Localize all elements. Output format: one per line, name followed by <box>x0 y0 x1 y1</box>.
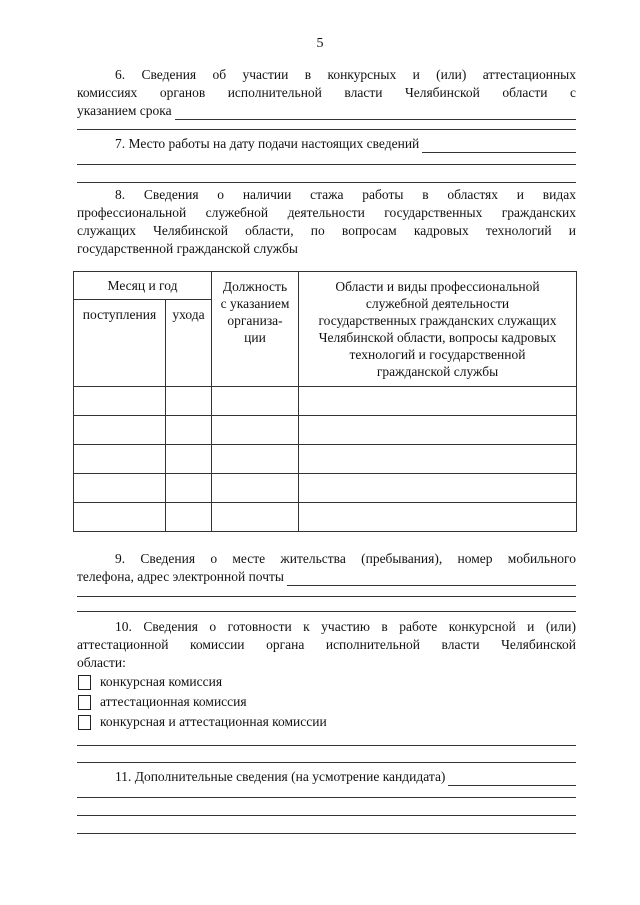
table-cell[interactable] <box>212 387 299 416</box>
option-both-commissions[interactable] <box>77 712 576 732</box>
table-cell[interactable] <box>166 416 212 445</box>
table-row[interactable] <box>74 503 577 532</box>
section-8-line-2: профессиональной служебной деятельности государственных гражданских <box>77 205 576 220</box>
header-arrival: поступления <box>74 300 166 387</box>
section-8-line-4: государственной гражданской службы <box>77 241 298 256</box>
section-7-blank-line-2[interactable] <box>77 182 576 183</box>
section-6-line-1: 6. Сведения об участии в конкурсных и (или) аттестационных <box>115 67 576 82</box>
table-row[interactable] <box>74 387 577 416</box>
header-position-line: Должность <box>222 279 288 294</box>
section-11-blank-line-2[interactable] <box>77 815 576 816</box>
section-6-line-3 <box>77 102 576 120</box>
table-cell[interactable] <box>74 416 166 445</box>
section-6-input-line[interactable] <box>175 106 576 120</box>
option-label: аттестационная комиссия <box>100 694 247 709</box>
section-7 <box>77 135 576 153</box>
section-7-blank-line-1[interactable] <box>77 164 576 165</box>
section-9-blank-line-2[interactable] <box>77 611 576 612</box>
header-areas-line: государственных гражданских служащих <box>318 313 557 328</box>
section-8-line-1: 8. Сведения о наличии стажа работы в областях и видах <box>115 187 576 202</box>
header-position <box>212 272 299 387</box>
section-10-line-3: области: <box>77 655 126 670</box>
header-month-year: Месяц и год <box>74 272 212 300</box>
table-cell[interactable] <box>74 387 166 416</box>
table-cell[interactable] <box>212 474 299 503</box>
section-9-input-line[interactable] <box>287 572 576 586</box>
header-areas-line: служебной деятельности <box>365 296 510 311</box>
table-cell[interactable] <box>299 445 577 474</box>
table-cell[interactable] <box>299 387 577 416</box>
table-cell[interactable] <box>166 445 212 474</box>
table-cell[interactable] <box>299 474 577 503</box>
header-areas <box>299 272 577 387</box>
option-label: конкурсная комиссия <box>100 674 223 689</box>
table-header-row <box>74 272 577 300</box>
table-cell[interactable] <box>299 416 577 445</box>
page-number: 5 <box>316 36 324 51</box>
section-6-label: указанием срока <box>77 103 172 118</box>
section-6-line-2: комиссиях органов исполнительной власти Челябинской области с <box>77 85 576 100</box>
table-cell[interactable] <box>212 416 299 445</box>
header-areas-line: Челябинской области, вопросы кадровых <box>318 330 557 345</box>
section-10-blank-line-1[interactable] <box>77 745 576 746</box>
option-competition-commission[interactable] <box>77 672 576 692</box>
section-10-blank-line-2[interactable] <box>77 762 576 763</box>
header-position-line: с указанием <box>220 296 290 311</box>
section-9 <box>77 550 576 586</box>
header-areas-line: технологий и государственной <box>349 347 526 362</box>
section-9-label: телефона, адрес электронной почты <box>77 569 284 584</box>
checkbox[interactable] <box>78 695 91 710</box>
section-11-blank-line-1[interactable] <box>77 797 576 798</box>
header-departure: ухода <box>166 300 212 387</box>
table-cell[interactable] <box>212 503 299 532</box>
header-areas-line: гражданской службы <box>376 364 499 379</box>
section-7-label: 7. Место работы на дату подачи настоящих сведений <box>115 136 420 151</box>
option-label: конкурсная и аттестационная комиссии <box>100 714 327 729</box>
table-cell[interactable] <box>74 474 166 503</box>
header-areas-line: Области и виды профессиональной <box>335 279 540 294</box>
table-row[interactable] <box>74 445 577 474</box>
section-11 <box>77 768 576 786</box>
section-9-blank-line-1[interactable] <box>77 596 576 597</box>
section-11-blank-line-3[interactable] <box>77 833 576 834</box>
table-cell[interactable] <box>166 503 212 532</box>
option-attestation-commission[interactable] <box>77 692 576 712</box>
table-row[interactable] <box>74 416 577 445</box>
table-cell[interactable] <box>74 503 166 532</box>
table-cell[interactable] <box>166 474 212 503</box>
table-cell[interactable] <box>299 503 577 532</box>
table-cell[interactable] <box>74 445 166 474</box>
section-11-input-line[interactable] <box>448 772 576 786</box>
section-11-label: 11. Дополнительные сведения (на усмотрение кандидата) <box>115 769 446 784</box>
section-10 <box>77 618 576 732</box>
header-position-line: организа- <box>227 313 283 328</box>
checkbox[interactable] <box>78 715 91 730</box>
section-8-line-3: служащих Челябинской области, по вопросам кадровых технологий и <box>77 223 576 238</box>
header-position-line: ции <box>244 330 266 345</box>
section-7-input-line[interactable] <box>422 139 576 153</box>
section-6 <box>77 66 576 120</box>
table-cell[interactable] <box>212 445 299 474</box>
table-cell[interactable] <box>166 387 212 416</box>
section-10-line-2: аттестационной комиссии органа исполнительной власти Челябинской <box>77 637 576 652</box>
checkbox[interactable] <box>78 675 91 690</box>
section-8 <box>77 186 576 258</box>
section-10-line-1: 10. Сведения о готовности к участию в работе конкурсной и (или) <box>115 619 576 634</box>
experience-table <box>73 271 577 532</box>
table-row[interactable] <box>74 474 577 503</box>
section-9-line-1: 9. Сведения о месте жительства (пребывания), номер мобильного <box>115 551 576 566</box>
section-6-blank-line[interactable] <box>77 129 576 130</box>
